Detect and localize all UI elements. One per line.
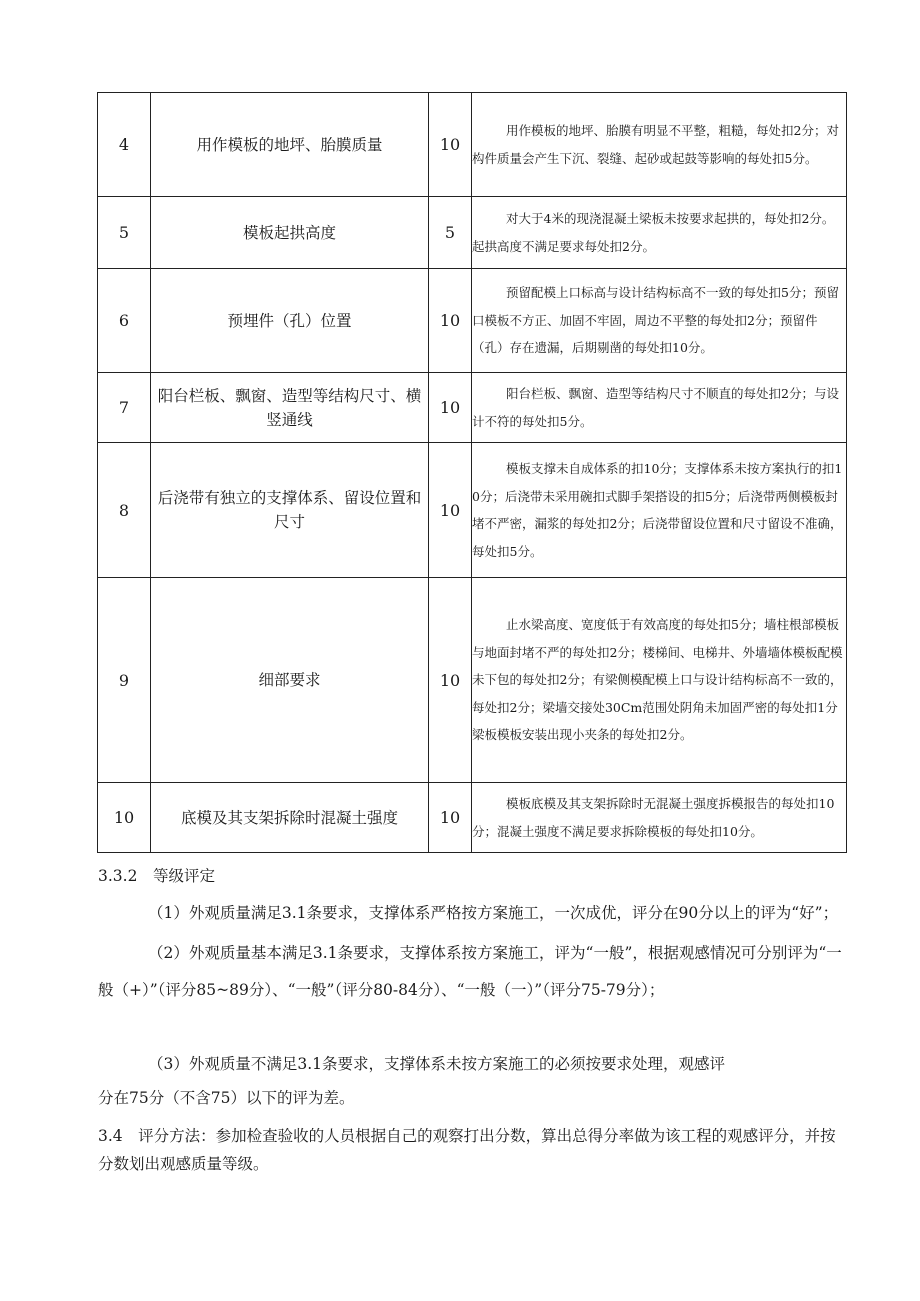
criteria-text: 对大于4米的现浇混凝土梁板未按要求起拱的，每处扣2分。起拱高度不满足要求每处扣2分。 bbox=[472, 211, 835, 254]
row-number: 7 bbox=[98, 373, 151, 443]
rating-rule-1: （1）外观质量满足3.1条要求，支撑体系严格按方案施工，一次成优，评分在90分以上的评为“好”； bbox=[148, 904, 839, 922]
row-number: 6 bbox=[98, 269, 151, 373]
table-row bbox=[98, 443, 847, 578]
check-item: 模板起拱高度 bbox=[151, 197, 429, 269]
criteria-text: 预留配模上口标高与设计结构标高不一致的每处扣5分；预留口模板不方正、加固不牢固，周边不平整的每处扣2分；预留件（孔）存在遗漏，后期剔凿的每处扣10分。 bbox=[472, 285, 839, 356]
row-number: 9 bbox=[98, 578, 151, 783]
section-3-4-scoring-method: 3.4 评分方法：参加检查验收的人员根据自己的观察打出分数，算出总得分率做为该工程的观感评分，并按分数划出观感质量等级。 bbox=[98, 1127, 836, 1173]
max-score: 10 bbox=[429, 783, 472, 853]
row-number: 4 bbox=[98, 93, 151, 197]
check-item: 阳台栏板、飘窗、造型等结构尺寸、横竖通线 bbox=[151, 373, 429, 443]
max-score: 10 bbox=[429, 93, 472, 197]
max-score: 5 bbox=[429, 197, 472, 269]
table-row bbox=[98, 197, 847, 269]
criteria-text: 止水梁高度、宽度低于有效高度的每处扣5分；墙柱根部模板与地面封堵不严的每处扣2分；楼梯间、电梯井、外墙墙体模板配模未下包的每处扣2分；有梁侧模配模上口与设计结构标高不一致的，每处扣2分；梁墙交接处30Cm范围处阴角未加固严密的每处扣1分 梁板模板安装出现小夹条的每处扣2分。 bbox=[472, 617, 843, 743]
row-number: 10 bbox=[98, 783, 151, 853]
table-row bbox=[98, 373, 847, 443]
table-row bbox=[98, 269, 847, 373]
deduction-criteria bbox=[472, 197, 847, 269]
deduction-criteria bbox=[472, 93, 847, 197]
rating-rule-3-continued: 分在75分（不含75）以下的评为差。 bbox=[98, 1089, 355, 1107]
check-item: 细部要求 bbox=[151, 578, 429, 783]
criteria-text: 用作模板的地坪、胎膜有明显不平整，粗糙，每处扣2分；对构件质量会产生下沉、裂缝、起砂或起鼓等影响的每处扣5分。 bbox=[472, 123, 839, 166]
max-score: 10 bbox=[429, 578, 472, 783]
deduction-criteria bbox=[472, 373, 847, 443]
row-number: 8 bbox=[98, 443, 151, 578]
check-item: 预埋件（孔）位置 bbox=[151, 269, 429, 373]
criteria-text: 阳台栏板、飘窗、造型等结构尺寸不顺直的每处扣2分；与设计不符的每处扣5分。 bbox=[472, 386, 839, 429]
criteria-text: 模板底模及其支架拆除时无混凝土强度拆模报告的每处扣10分；混凝土强度不满足要求拆除模板的每处扣10分。 bbox=[472, 796, 835, 839]
table-row bbox=[98, 783, 847, 853]
section-heading-3-3-2: 3.3.2 等级评定 bbox=[98, 867, 215, 885]
rating-rule-2: （2）外观质量基本满足3.1条要求，支撑体系按方案施工，评为“一般”，根据观感情况可分别评为“一般（+）”（评分85~89分）、“一般”（评分80-84分）、“一般（一）”（评分75-79分）； bbox=[98, 944, 842, 999]
scoring-table bbox=[97, 92, 847, 853]
max-score: 10 bbox=[429, 443, 472, 578]
check-item: 用作模板的地坪、胎膜质量 bbox=[151, 93, 429, 197]
row-number: 5 bbox=[98, 197, 151, 269]
max-score: 10 bbox=[429, 373, 472, 443]
table-row bbox=[98, 93, 847, 197]
table-row bbox=[98, 578, 847, 783]
deduction-criteria bbox=[472, 578, 847, 783]
deduction-criteria bbox=[472, 443, 847, 578]
deduction-criteria bbox=[472, 783, 847, 853]
check-item: 后浇带有独立的支撑体系、留设位置和尺寸 bbox=[151, 443, 429, 578]
rating-rule-3: （3）外观质量不满足3.1条要求，支撑体系未按方案施工的必须按要求处理，观感评 bbox=[148, 1055, 726, 1073]
check-item: 底模及其支架拆除时混凝土强度 bbox=[151, 783, 429, 853]
max-score: 10 bbox=[429, 269, 472, 373]
deduction-criteria bbox=[472, 269, 847, 373]
criteria-text: 模板支撑未自成体系的扣10分；支撑体系未按方案执行的扣10分；后浇带未采用碗扣式脚手架搭设的扣5分；后浇带两侧模板封堵不严密，漏浆的每处扣2分；后浇带留设位置和尺寸留设不准确，每处扣5分。 bbox=[472, 461, 843, 559]
